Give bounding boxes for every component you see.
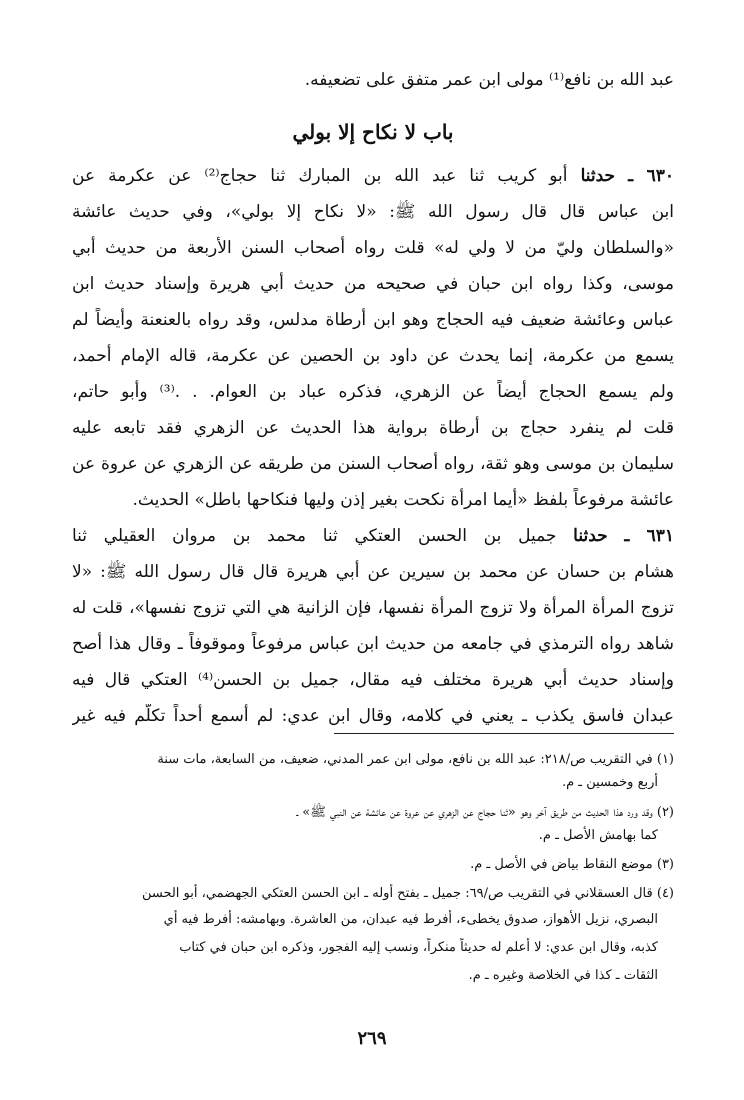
hadith-630-line-2: ابن عباس قال قال رسول الله ﷺ: «لا نكاح إلا بولي»، وفي حديث عائشة — [72, 202, 674, 222]
hadith-630-line-9: سليمان بن موسى وهو ثقة، رواه أصحاب السنن من طريقه عن الزهري عن عروة عن — [72, 454, 674, 474]
page-number: ٢٦٩ — [357, 1028, 387, 1049]
hadith-631-line-5: وإسناد حديث أبي هريرة مختلف فيه مقال، جميل بن الحسن⁽⁴⁾ العتكي قال فيه — [72, 670, 674, 690]
hadith-630-line-5: عباس وعائشة ضعيف فيه الحجاج وهو ابن أرطاة مدلس، وقد رواه بالعنعنة وأيضاً لم — [72, 310, 674, 330]
hadith-631-line-3: تزوج المرأة المرأة ولا تزوج المرأة نفسها، فإن الزانية هي التي تزوج نفسها»، قلت له — [72, 598, 674, 618]
hadith-630-line-4: موسى، وكذا رواه ابن حبان في صحيحه من حديث أبي هريرة وإسناد حديث ابن — [72, 274, 674, 294]
footnote-divider — [334, 733, 674, 734]
footnote-4-line-3: كذبه، وقال ابن عدي: لا أعلم له حديثاً منكراً، ونسب إليه الفجور، وذكره ابن حبان في كتاب — [179, 940, 658, 955]
footnote-4-line-2: البصري، نزيل الأهواز، صدوق يخطىء، أفرط فيه عبدان، من العاشرة. وبهامشه: أفرط فيه أي — [163, 912, 658, 927]
opening-line: عبد الله بن نافع⁽¹⁾ مولى ابن عمر متفق على تضعيفه. — [304, 70, 674, 90]
hadith-630-line-8: قلت لم ينفرد حجاج بن أرطاة برواية هذا الحديث عن الزهري فقد تابعه عليه — [72, 418, 674, 438]
hadith-631-number: ٦٣١ ـ — [624, 526, 674, 546]
footnote-2-line-1: (٢) وقد ورد هذا الحديث من طريق آخر وهو «ثنا حجاج عن الزهري عن عروة عن عائشة عن النبي ﷺ» ـ — [296, 805, 674, 820]
hadith-630-line-1 — [72, 164, 674, 188]
chapter-heading: باب لا نكاح إلا بولي — [292, 120, 454, 144]
hadith-630-line-3: «والسلطان وليّ من لا ولي له» قلت رواه أصحاب السنن الأربعة من حديث أبي — [72, 238, 674, 258]
hadith-631-line-2: هشام بن حسان عن محمد بن سيرين عن أبي هريرة قال قال رسول الله ﷺ: «لا — [72, 562, 674, 582]
footnote-2-line-2: كما بهامش الأصل ـ م. — [538, 828, 658, 843]
footnote-4-line-1: (٤) قال العسقلاني في التقريب ص/٦٩: جميل ـ بفتح أوله ـ ابن الحسن العتكي الجهضمي، أبو الحسن — [141, 886, 674, 901]
footnote-1-line-1: (١) في التقريب ص/٢١٨: عبد الله بن نافع، مولى ابن عمر المدني، ضعيف، من السابعة، مات سنة — [157, 752, 674, 767]
footnote-3-line-1: (٣) موضع النقاط بياض في الأصل ـ م. — [470, 857, 674, 872]
footnote-4-line-4: الثقات ـ كذا في الخلاصة وغيره ـ م. — [468, 968, 658, 983]
hadith-631-line-1-text: جميل بن الحسن العتكي ثنا محمد بن مروان العقيلي ثنا — [72, 526, 557, 546]
hadith-631-keyword: حدثنا — [573, 526, 608, 546]
hadith-630-line-7: ولم يسمع الحجاج أيضاً عن الزهري، فذكره عباد بن العوام. . .⁽³⁾ وأبو حاتم، — [72, 382, 674, 402]
hadith-631-line-1 — [72, 524, 674, 548]
hadith-630-line-10: عائشة مرفوعاً بلفظ «أيما امرأة نكحت بغير إذن وليها فنكاحها باطل» الحديث. — [132, 490, 674, 510]
footnote-1-line-2: أربع وخمسين ـ م. — [561, 775, 658, 790]
hadith-630-line-6: يسمع من عكرمة، إنما يحدث عن داود بن الحصين عن عكرمة، قاله الإمام أحمد، — [72, 346, 674, 366]
hadith-631-line-4: شاهد رواه الترمذي في جامعه من حديث ابن عباس مرفوعاً وموقوفاً ـ وقال هذا أصح — [72, 634, 674, 654]
hadith-630-line-1-text: أبو كريب ثنا عبد الله بن المبارك ثنا حجاج⁽²⁾ عن عكرمة عن — [72, 166, 568, 186]
hadith-630-keyword: حدثنا — [580, 166, 616, 186]
hadith-631-line-6: عبدان فاسق يكذب ـ يعني في كلامه، وقال ابن عدي: لم أسمع أحداً تكلّم فيه غير — [72, 706, 674, 726]
hadith-630-number: ٦٣٠ ـ — [628, 166, 674, 186]
